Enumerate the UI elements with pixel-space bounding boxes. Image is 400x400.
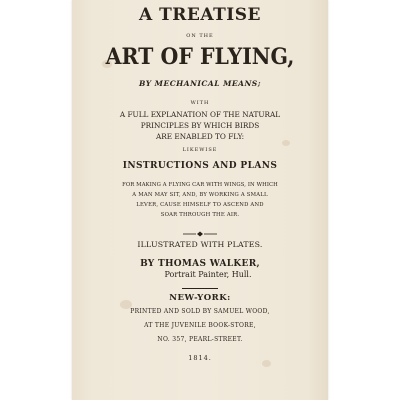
explanation-line-3: ARE ENABLED TO FLY: (155, 132, 245, 141)
imprint-printer-line-3: NO. 357, PEARL-STREET. (157, 336, 243, 343)
description-line-3: LEVER, CAUSE HIMSELF TO ASCEND AND (136, 202, 264, 208)
title-line-likewise: LIKEWISE (182, 147, 218, 153)
rule-divider (182, 288, 218, 289)
title-line-art-of-flying: ART OF FLYING, (105, 44, 295, 70)
ornament-divider-icon (183, 231, 217, 237)
author-role-line: Portrait Painter, Hull. (164, 270, 252, 279)
title-line-by-mechanical-means: BY MECHANICAL MEANS; (139, 79, 261, 88)
title-line-on-the: ON THE (186, 33, 214, 39)
author-line: BY THOMAS WALKER, (140, 259, 260, 269)
explanation-line-2: PRINCIPLES BY WHICH BIRDS (140, 121, 260, 130)
title-line-illustrated: ILLUSTRATED WITH PLATES. (137, 240, 263, 249)
description-line-2: A MAN MAY SIT, AND, BY WORKING A SMALL (132, 192, 268, 198)
imprint-printer-line-1: PRINTED AND SOLD BY SAMUEL WOOD, (130, 308, 270, 315)
title-line-instructions: INSTRUCTIONS AND PLANS (122, 161, 278, 171)
title-line-a-treatise: A TREATISE (139, 5, 261, 25)
imprint-city: NEW-YORK: (169, 293, 231, 303)
title-page (72, 0, 328, 400)
description-line-1: FOR MAKING A FLYING CAR WITH WINGS, IN WHICH (122, 182, 278, 188)
explanation-line-1: A FULL EXPLANATION OF THE NATURAL (119, 110, 281, 119)
imprint-printer-line-2: AT THE JUVENILE BOOK-STORE, (144, 322, 256, 329)
title-line-with: WITH (190, 100, 210, 106)
description-line-4: SOAR THROUGH THE AIR. (160, 212, 240, 218)
imprint-year: 1814. (188, 354, 212, 362)
